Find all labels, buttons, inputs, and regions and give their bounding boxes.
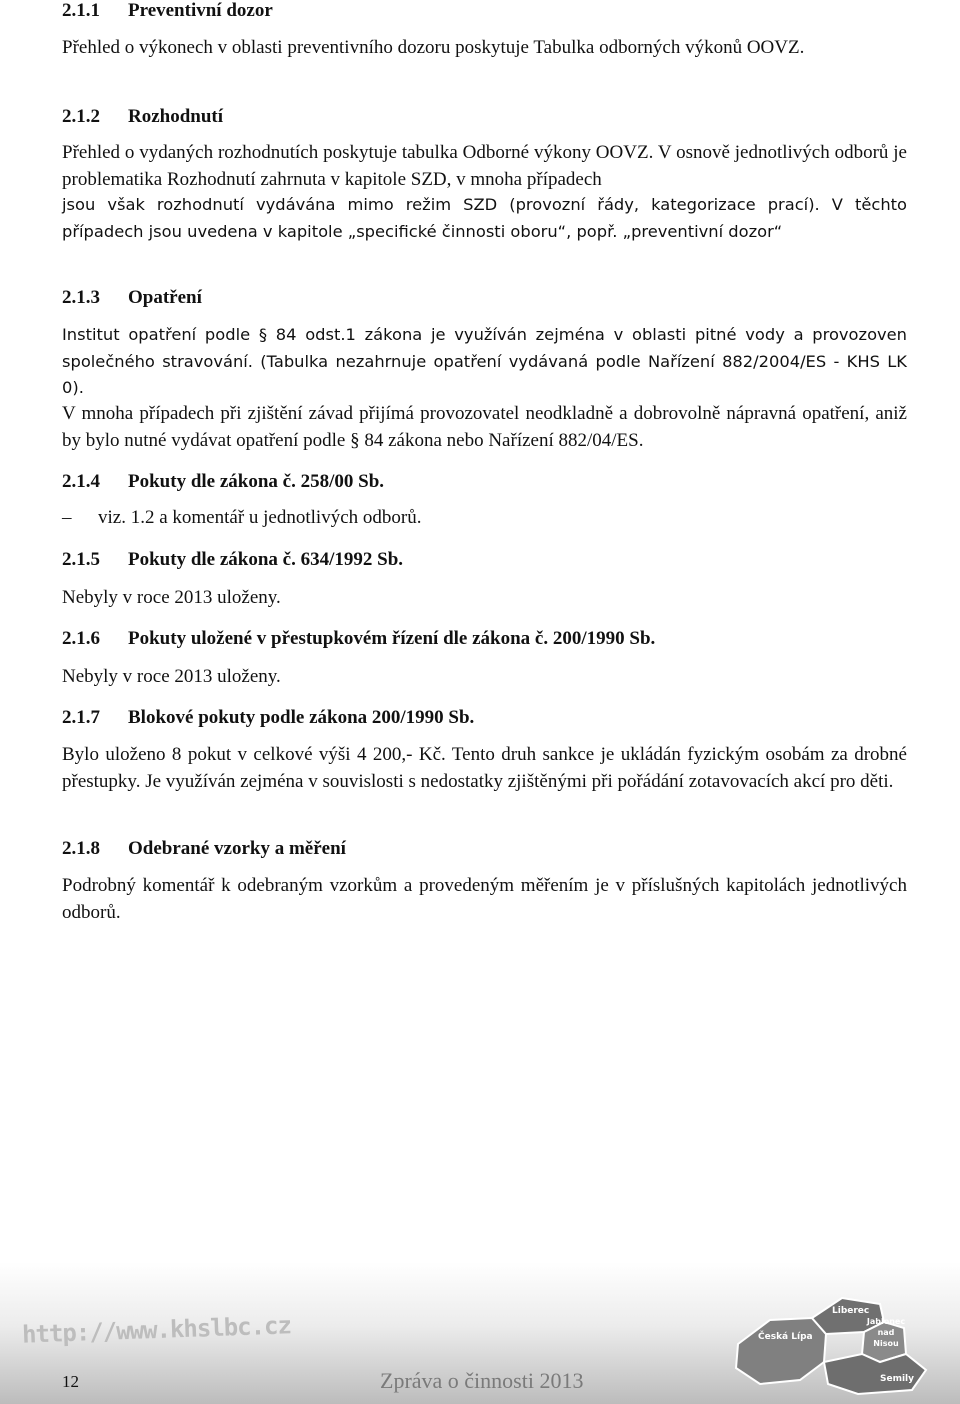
heading-2-1-3: 2.1.3 Opatření <box>62 287 202 308</box>
report-title: Zpráva o činnosti 2013 <box>380 1368 584 1393</box>
heading-2-1-8: 2.1.8 Odebrané vzorky a měření <box>62 838 346 859</box>
paragraph-pokuty-634: Nebyly v roce 2013 uloženy. <box>62 587 281 608</box>
heading-2-1-5: 2.1.5 Pokuty dle zákona č. 634/1992 Sb. <box>62 549 404 570</box>
map-label-semily: Semily <box>880 1374 915 1384</box>
heading-2-1-4: 2.1.4 Pokuty dle zákona č. 258/00 Sb. <box>62 471 385 492</box>
page-number: 12 <box>62 1372 79 1391</box>
paragraph-opatreni-b: V mnoha případech při zjištění závad přijímá provozovatel neodkladně a dobrovolně nápravná opatření, aniž by bylo nutné vydávat opatření podle § 84 zákona nebo Nařízení 882/04/ES. <box>62 403 907 451</box>
paragraph-rozhodnuti-b: jsou však rozhodnutí vydávána mimo režim SZD (provozní řády, kategorizace prací). V těchto případech jsou uvedena v kapitole „specifické činnosti oboru“, popř. „preventivní dozor“ <box>62 195 907 241</box>
map-label-liberec: Liberec <box>832 1306 870 1316</box>
heading-2-1-2: 2.1.2 Rozhodnutí <box>62 106 224 127</box>
paragraph-pokuty-200: Nebyly v roce 2013 uloženy. <box>62 666 281 687</box>
paragraph-rozhodnuti-a: Přehled o vydaných rozhodnutích poskytuje tabulka Odborné výkony OOVZ. V osnově jednotlivých odborů je problematika Rozhodnutí zahrnuta v kapitole SZD, v mnoha případech <box>62 142 907 190</box>
list-item: – viz. 1.2 a komentář u jednotlivých odborů. <box>62 507 422 528</box>
paragraph-blokove-pokuty: Bylo uloženo 8 pokut v celkové výši 4 200,- Kč. Tento druh sankce je ukládán fyzickým osobám za drobné přestupky. Je využíván zejména v souvislosti s nedostatky zjištěnými při pořádání zotavovacích akcí pro děti. <box>62 744 907 792</box>
map-label-jablonec: Jablonec nad Nisou <box>866 1317 906 1348</box>
website-url[interactable]: http://www.khslbc.cz <box>21 1311 292 1349</box>
heading-2-1-7: 2.1.7 Blokové pokuty podle zákona 200/1990 Sb. <box>62 707 475 728</box>
paragraph-opatreni-a: Institut opatření podle § 84 odst.1 zákona je využíván zejména v oblasti pitné vody a provozoven společného stravování. (Tabulka nezahrnuje opatření vydávaná podle Nařízení 882/2004/ES - KHS LK 0). <box>62 325 907 397</box>
map-label-ceska-lipa: Česká Lípa <box>758 1332 813 1342</box>
paragraph-vzorky: Podrobný komentář k odebraným vzorkům a provedeným měřením je v příslušných kapitolách jednotlivých odborů. <box>62 875 907 923</box>
heading-2-1-6: 2.1.6 Pokuty uložené v přestupkovém řízení dle zákona č. 200/1990 Sb. <box>62 628 656 649</box>
heading-2-1-1: 2.1.1 Preventivní dozor <box>62 0 273 21</box>
paragraph-preventivni-dozor: Přehled o výkonech v oblasti preventivního dozoru poskytuje Tabulka odborných výkonů OOVZ. <box>62 37 805 58</box>
dash-bullet-icon: – <box>62 507 72 528</box>
